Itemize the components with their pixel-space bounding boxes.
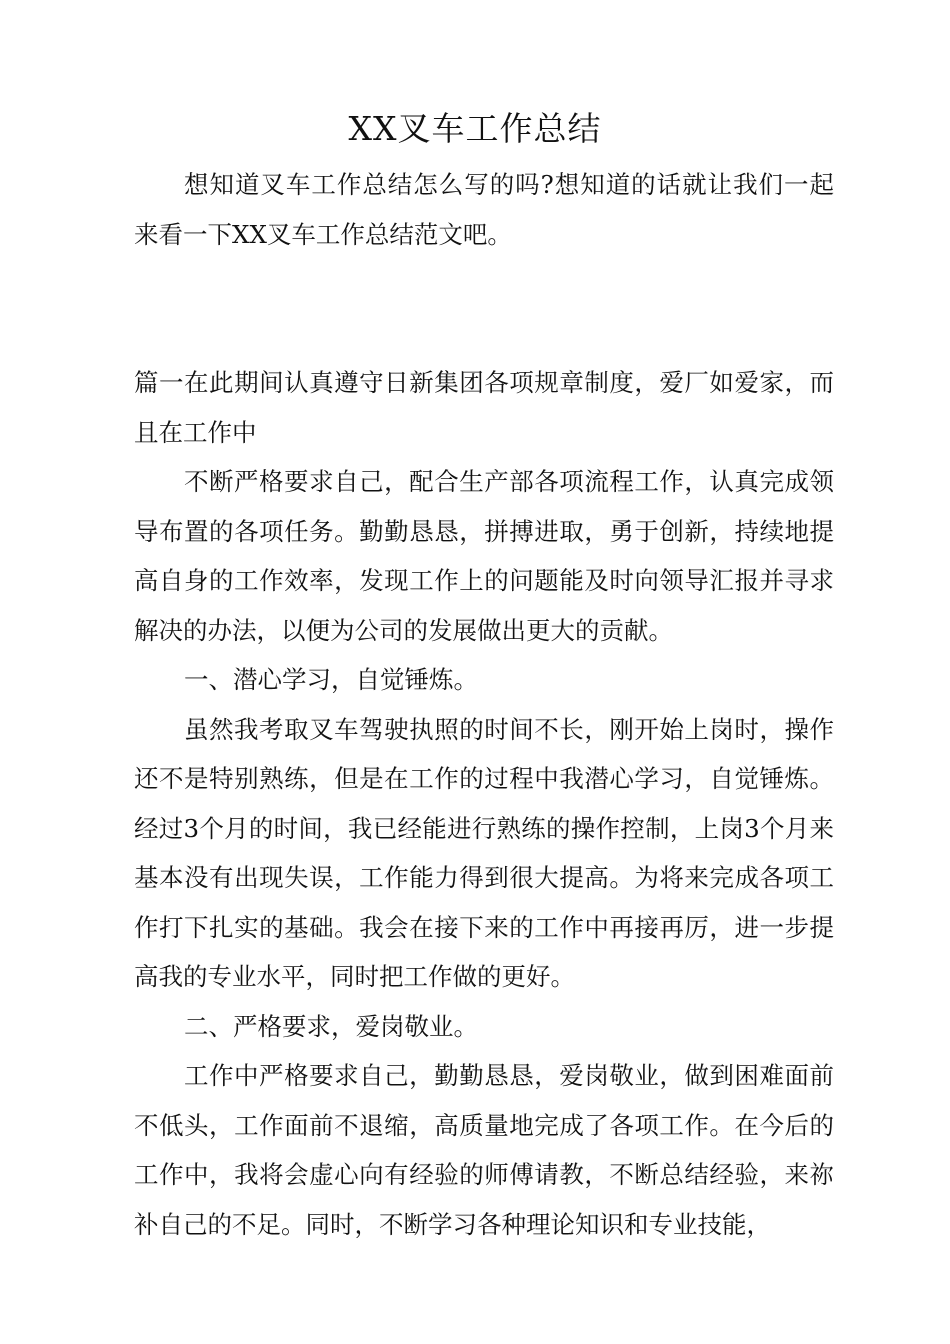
paragraph-2: 不断严格要求自己，配合生产部各项流程工作，认真完成领导布置的各项任务。勤勤恳恳，拼搏进取，勇于创新，持续地提高自身的工作效率，发现工作上的问题能及时向领导汇报并寻求解决的办法，以便为公司的发展做出更大的贡献。	[134, 467, 834, 645]
paragraph-1: 篇一在此期间认真遵守日新集团各项规章制度，爱厂如爱家，而且在工作中	[134, 368, 834, 447]
paragraph-gap	[134, 259, 834, 358]
intro-paragraph: 想知道叉车工作总结怎么写的吗?想知道的话就让我们一起来看一下XX叉车工作总结范文吧。	[134, 170, 834, 249]
document-title: XX叉车工作总结	[348, 109, 602, 148]
document-body	[134, 160, 834, 1249]
paragraph-4: 工作中严格要求自己，勤勤恳恳，爱岗敬业，做到困难面前不低头，工作面前不退缩，高质量地完成了各项工作。在今后的工作中，我将会虚心向有经验的师傅请教，不断总结经验，来祢补自己的不足。同时，不断学习各种理论知识和专业技能，	[134, 1061, 834, 1239]
section-heading-1: 一、潜心学习，自觉锤炼。	[184, 665, 478, 694]
paragraph-3: 虽然我考取叉车驾驶执照的时间不长，刚开始上岗时，操作还不是特别熟练，但是在工作的过程中我潜心学习，自觉锤炼。经过3个月的时间，我已经能进行熟练的操作控制，上岗3个月来基本没有出现失误，工作能力得到很大提高。为将来完成各项工作打下扎实的基础。我会在接下来的工作中再接再厉，进一步提高我的专业水平，同时把工作做的更好。	[134, 714, 834, 991]
section-heading-2: 二、严格要求，爱岗敬业。	[184, 1011, 478, 1041]
